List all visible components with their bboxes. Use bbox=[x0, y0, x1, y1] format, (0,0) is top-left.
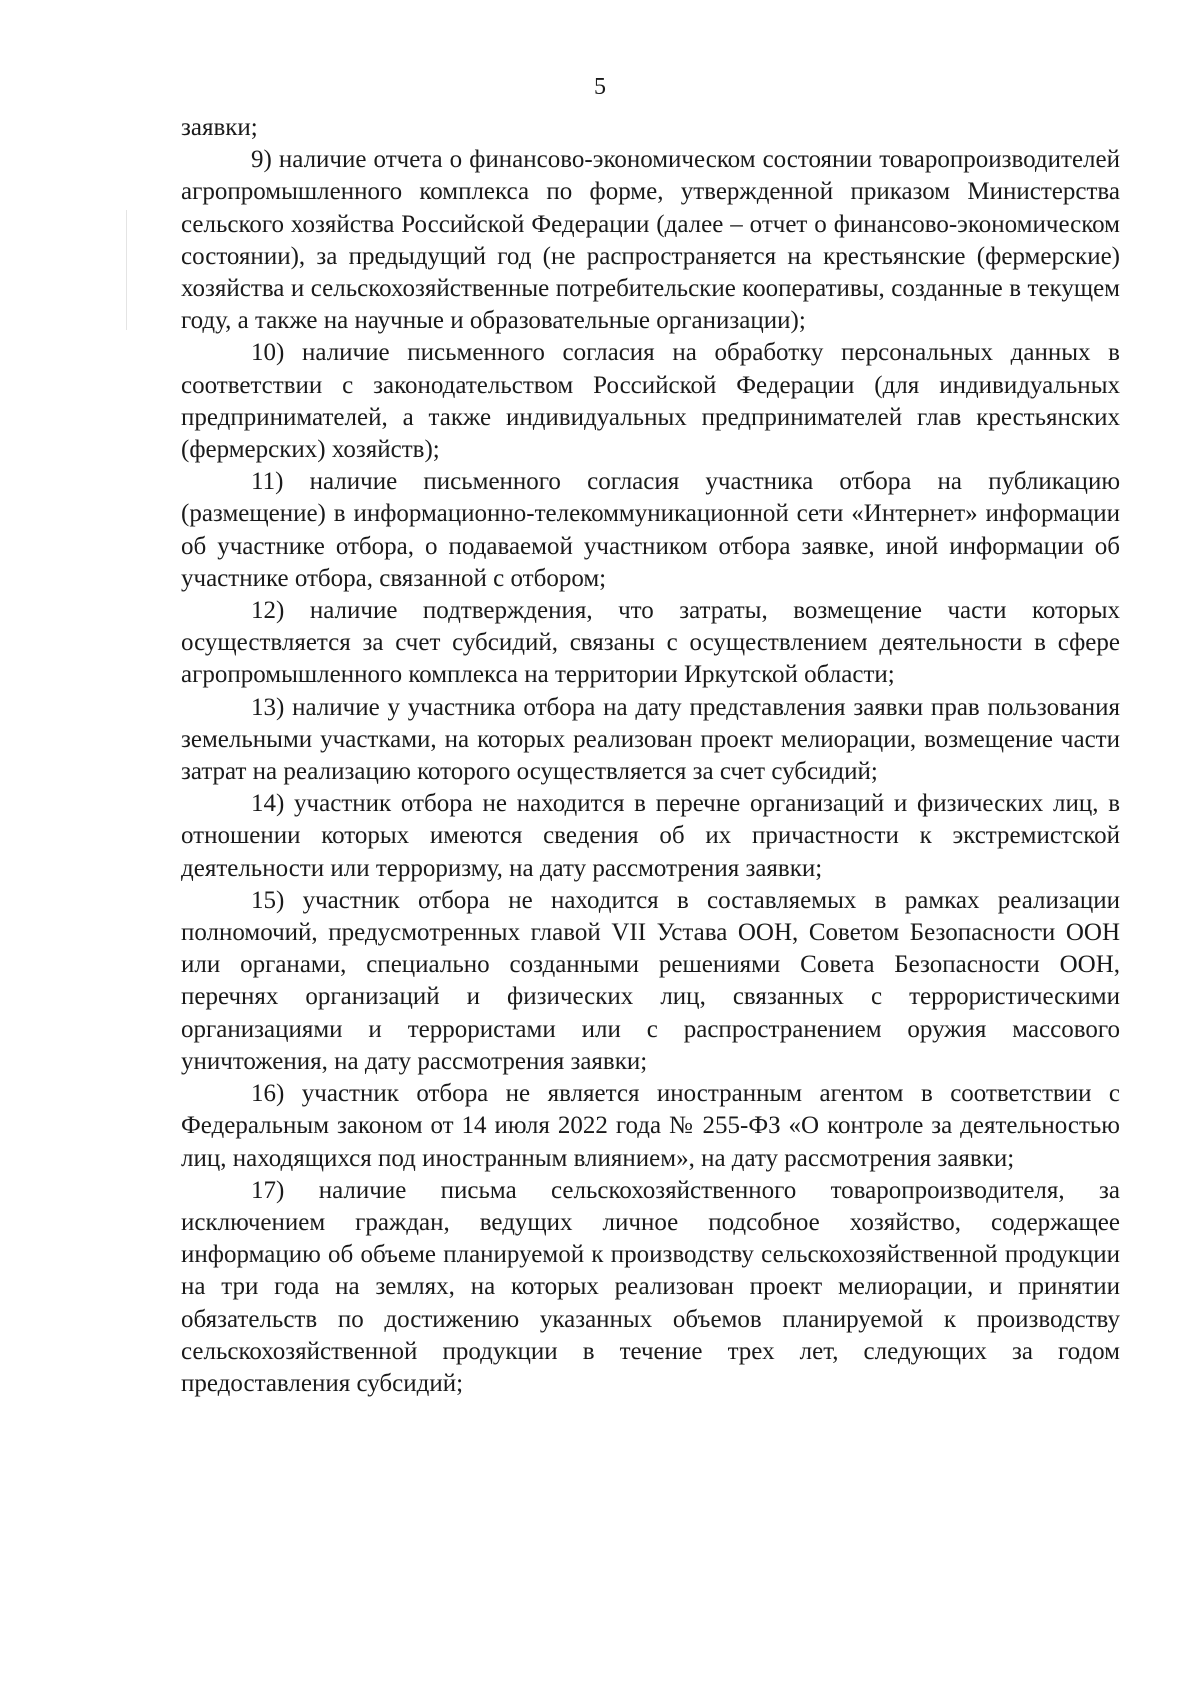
scan-margin-mark bbox=[126, 210, 127, 330]
paragraph-continuation: заявки; bbox=[181, 114, 258, 141]
paragraph-item-12: 12) наличие подтверждения, что затраты, возмещение части которых осуществляется за счет субсидий, связаны с осуществлением деятельности в сфере агропромышленного комплекса на территории Иркутской области; bbox=[181, 597, 1120, 689]
paragraph-item-14: 14) участник отбора не находится в перечне организаций и физических лиц, в отношении которых имеются сведения об их причастности к экстремистской деятельности или терроризму, на дату рассмотрения заявки; bbox=[181, 790, 1120, 882]
paragraph-item-17: 17) наличие письма сельскохозяйственного товаропроизводителя, за исключением граждан, ведущих личное подсобное хозяйство, содержащее информацию об объеме планируемой к производству сельскохозяйственной продукции на три года на землях, на которых реализован проект мелиорации, и принятии обязательств по достижению указанных объемов планируемой к производству сельскохозяйственной продукции в течение трех лет, следующих за годом предоставления субсидий; bbox=[181, 1176, 1120, 1397]
page-number: 5 bbox=[594, 74, 606, 100]
document-body bbox=[181, 112, 1120, 1400]
paragraph-item-10: 10) наличие письменного согласия на обработку персональных данных в соответствии с законодательством Российской Федерации (для индивидуальных предпринимателей, а также индивидуальных предпринимателей глав крестьянских (фермерских) хозяйств); bbox=[181, 339, 1120, 464]
paragraph-item-13: 13) наличие у участника отбора на дату представления заявки прав пользования земельными участками, на которых реализован проект мелиорации, возмещение части затрат на реализацию которого осуществляется за счет субсидий; bbox=[181, 693, 1120, 786]
paragraph-item-15: 15) участник отбора не находится в составляемых в рамках реализации полномочий, предусмотренных главой VII Устава ООН, Советом Безопасности ООН или органами, специально созданными решениями Совета Безопасности ООН, перечнях организаций и физических лиц, связанных с террористическими организациями и террористами или с распространением оружия массового уничтожения, на дату рассмотрения заявки; bbox=[181, 886, 1120, 1075]
paragraph-item-9: 9) наличие отчета о финансово-экономическом состоянии товаропроизводителей агропромышленного комплекса по форме, утвержденной приказом Министерства сельского хозяйства Российской Федерации (далее – отчет о финансово-экономическом состоянии), за предыдущий год (не распространяется на крестьянские (фермерские) хозяйства и сельскохозяйственные потребительские кооперативы, созданные в текущем году, а также на научные и образовательные организации); bbox=[181, 146, 1120, 335]
paragraph-item-16: 16) участник отбора не является иностранным агентом в соответствии с Федеральным законом от 14 июля 2022 года № 255-ФЗ «О контроле за деятельностью лиц, находящихся под иностранным влиянием», на дату рассмотрения заявки; bbox=[181, 1080, 1120, 1172]
paragraph-item-11: 11) наличие письменного согласия участника отбора на публикацию (размещение) в информационно-телекоммуникационной сети «Интернет» информации об участнике отбора, о подаваемой участником отбора заявке, иной информации об участнике отбора, связанной с отбором; bbox=[181, 468, 1120, 592]
